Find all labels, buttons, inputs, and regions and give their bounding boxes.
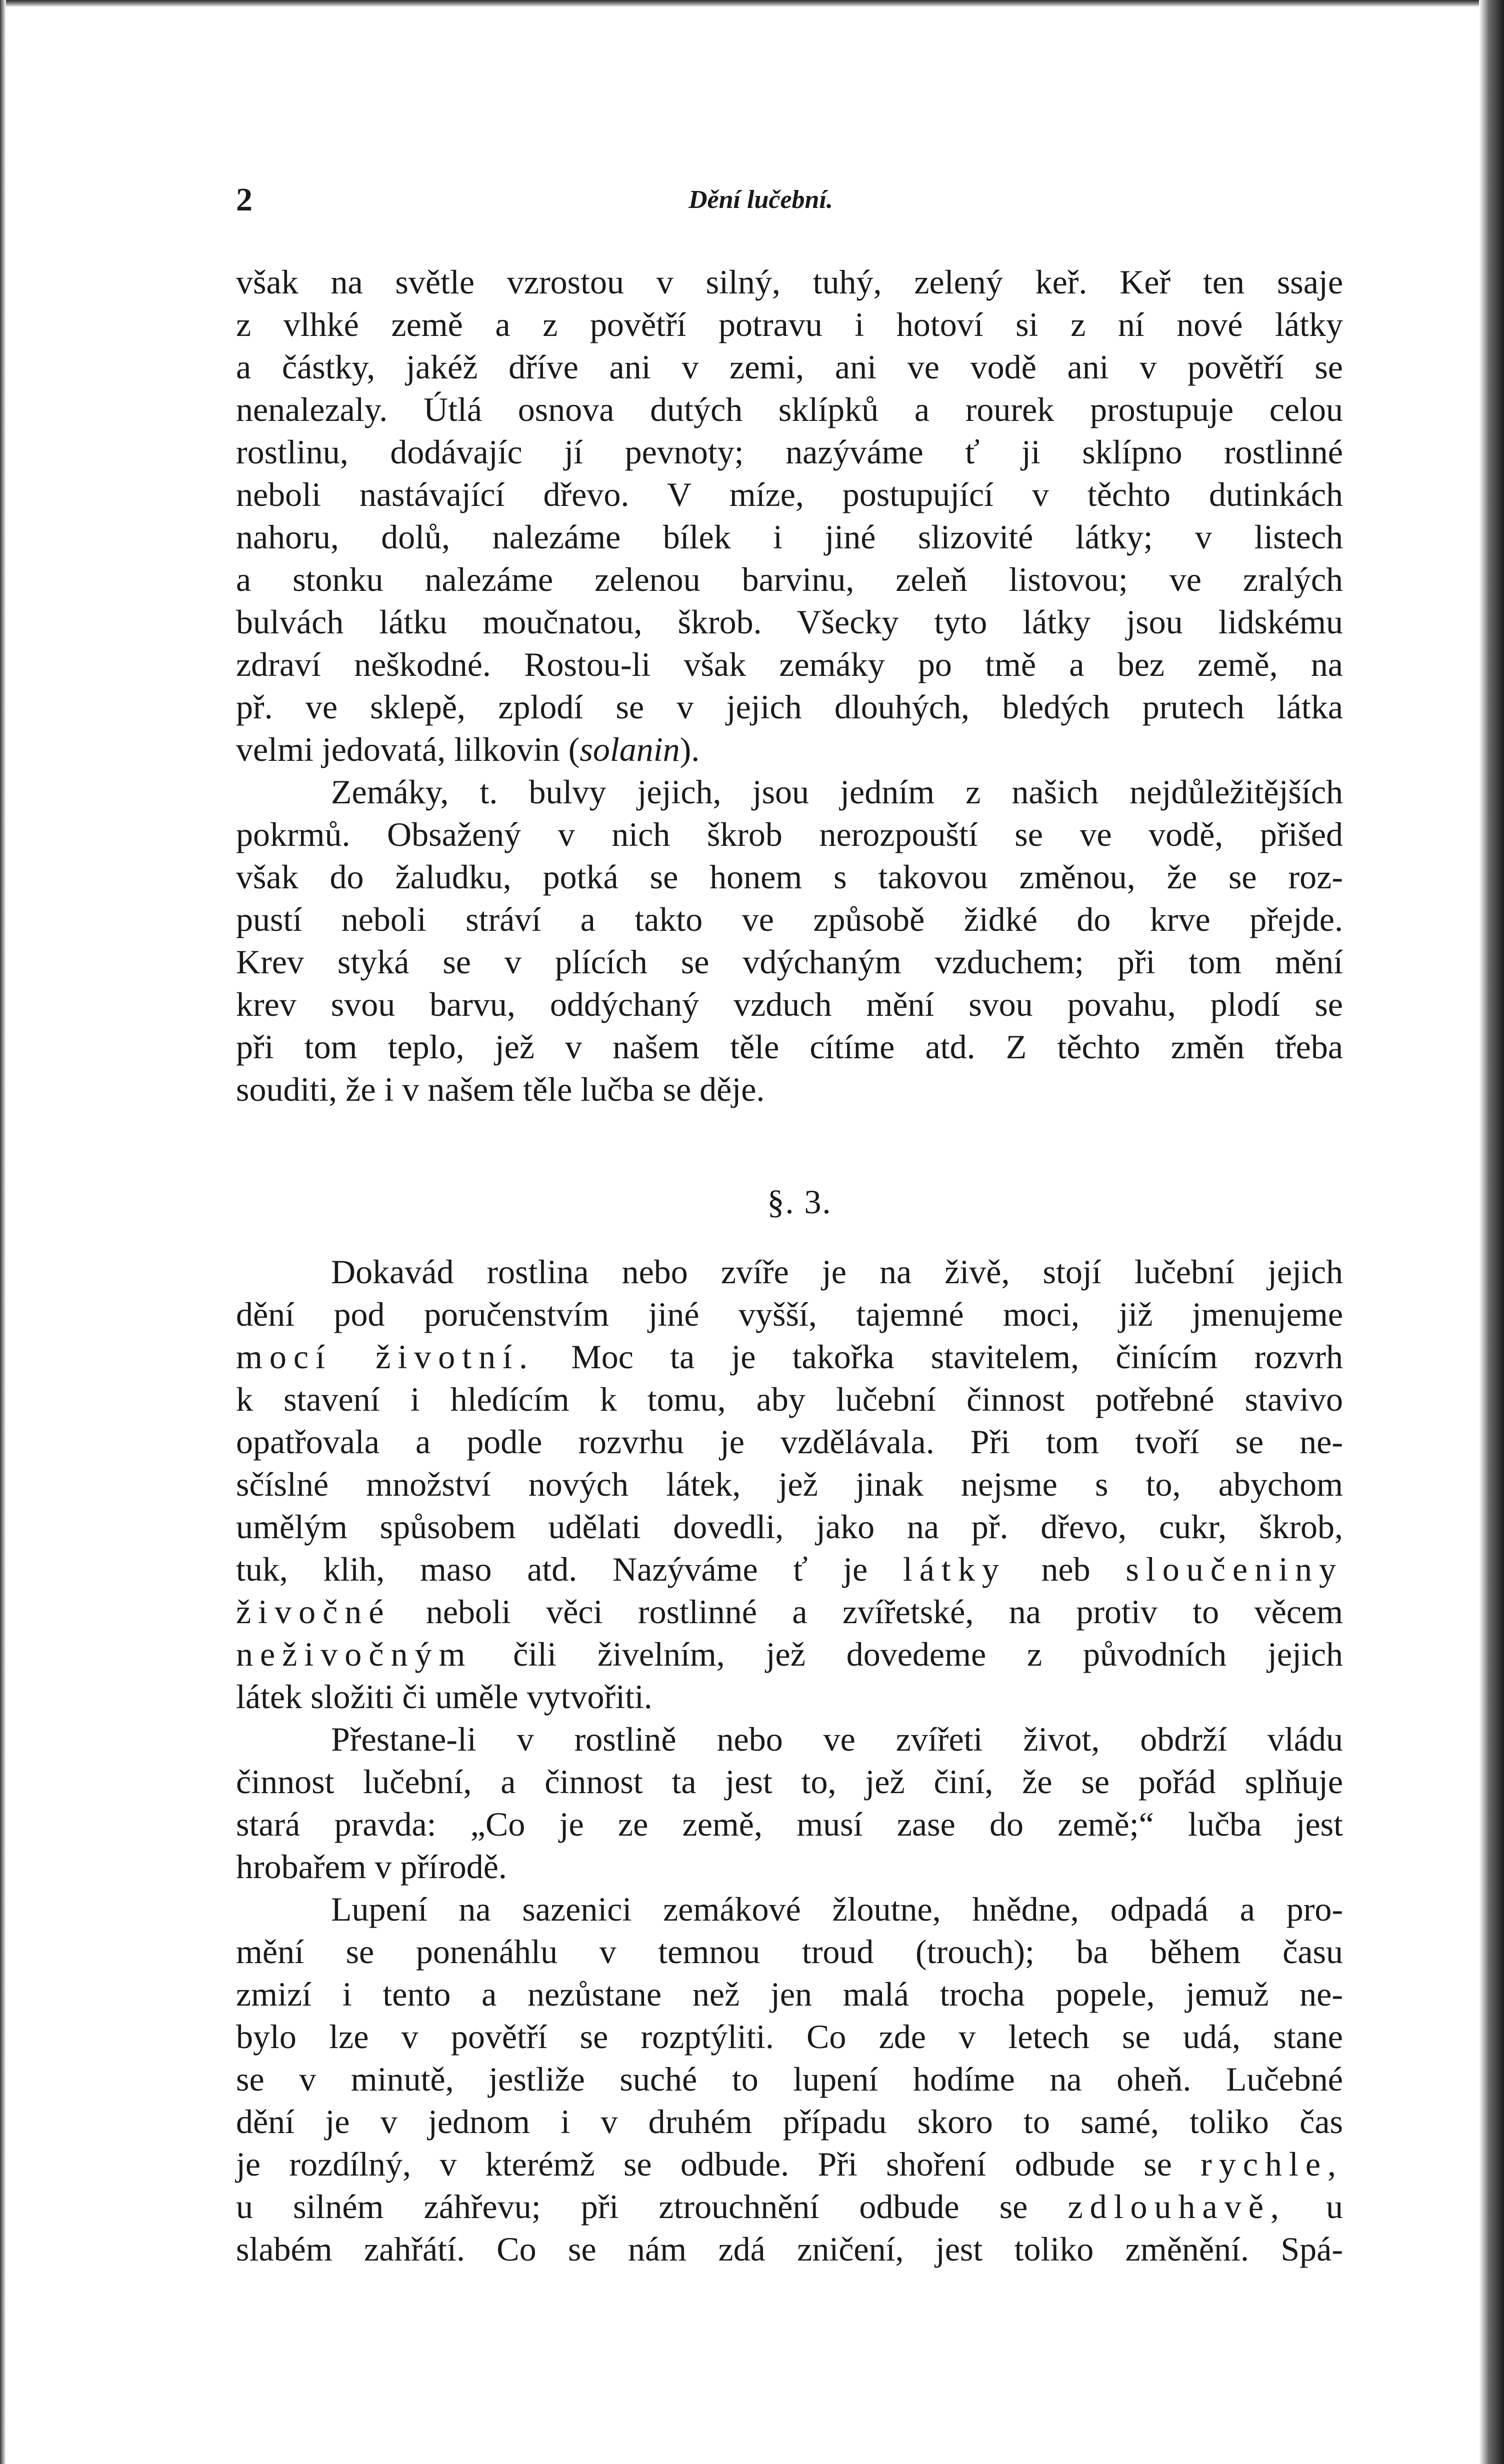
text-line (236, 1591, 1343, 1633)
spaced-term: látky (902, 1550, 1006, 1588)
spaced-term: rychle, (1200, 2145, 1343, 2183)
paragraph-1 (236, 261, 1343, 771)
text-line: hrobařem v přírodě. (236, 1848, 507, 1886)
text-fragment: je rozdílný, v kterémž se odbude. Při shoření odbude se (236, 2145, 1201, 2183)
text-line: bulvách látku moučnatou, škrob. Všecky tyto látky jsou lidskému (236, 603, 1343, 641)
text-line: Dokavád rostlina nebo zvíře je na živě, stojí lučební jejich (331, 1253, 1343, 1291)
paragraph-4 (236, 1718, 1343, 1888)
spaced-term: živočné (236, 1593, 391, 1631)
text-line (236, 1548, 1343, 1591)
text-line: zmizí i tento a nezůstane než jen malá trocha popele, jemuž ne- (236, 1975, 1343, 2013)
text-line: dění je v jednom i v druhém případu skoro to samé, toliko čas (236, 2103, 1343, 2141)
page-edge-top (0, 0, 1504, 7)
text-fragment: u silném záhřevu; při ztrouchnění odbude se (236, 2188, 1068, 2226)
text-fragment: Moc ta je takořka stavitelem, činícím rozvrh (534, 1338, 1343, 1376)
spaced-term: zdlouhavě, (1068, 2188, 1286, 2226)
paragraph-2 (236, 771, 1343, 1111)
paragraph-3 (236, 1251, 1343, 1718)
text-line: souditi, že i v našem těle lučba se děje. (236, 1070, 765, 1108)
text-fragment: tuk, klih, maso atd. Nazýváme ť je (236, 1550, 903, 1588)
paragraph-5 (236, 1888, 1343, 2271)
text-line: Přestane-li v rostlině nebo ve zvířeti život, obdrží vládu (331, 1720, 1343, 1758)
text-line: látek složiti či uměle vytvořiti. (236, 1678, 652, 1716)
page-edge-right (1479, 0, 1504, 2464)
text-fragment: čili živelním, jež dovedeme z původních jejich (472, 1635, 1343, 1673)
text-fragment: neb (1006, 1550, 1126, 1588)
text-line (236, 1633, 1343, 1676)
text-line: rostlinu, dodávajíc jí pevnoty; nazýváme ť ji sklípno rostlinné (236, 433, 1343, 471)
spaced-term: sloučeniny (1126, 1550, 1343, 1588)
text-line: a stonku nalezáme zelenou barvinu, zeleň listovou; ve zralých (236, 560, 1343, 598)
spaced-term: neživočným (236, 1635, 472, 1673)
text-line: však do žaludku, potká se honem s takovou změnou, že se roz- (236, 858, 1343, 896)
body-text (236, 261, 1343, 2271)
text-line: k stavení i hledícím k tomu, aby lučební činnost potřebné stavivo (236, 1380, 1343, 1418)
text-line (236, 728, 1343, 771)
text-line: nenalezaly. Útlá osnova dutých sklípků a rourek prostupuje celou (236, 390, 1343, 428)
page-edge-left (0, 0, 6, 2464)
text-line: se v minutě, jestliže suché to lupení hodíme na oheň. Lučebné (236, 2060, 1343, 2098)
text-line: a částky, jakéž dříve ani v zemi, ani ve vodě ani v povětří se (236, 348, 1343, 386)
text-line: př. ve sklepě, zplodí se v jejich dlouhých, bledých prutech látka (236, 688, 1343, 726)
text-line: slabém zahřátí. Co se nám zdá zničení, jest toliko změnění. Spá- (236, 2230, 1343, 2268)
text-line: umělým spůsobem udělati dovedli, jako na př. dřevo, cukr, škrob, (236, 1508, 1343, 1546)
text-line: však na světle vzrostou v silný, tuhý, zelený keř. Keř ten ssaje (236, 263, 1343, 301)
text-line: stará pravda: „Co je ze země, musí zase do země;“ lučba jest (236, 1805, 1343, 1843)
text-line (236, 1336, 1343, 1378)
text-line: při tom teplo, jež v našem těle cítíme atd. Z těchto změn třeba (236, 1028, 1343, 1066)
text-fragment: velmi jedovatá, lilkovin ( (236, 730, 580, 768)
text-line: Zemáky, t. bulvy jejich, jsou jedním z našich nejdůležitějších (331, 773, 1343, 811)
text-fragment: ). (680, 730, 700, 768)
text-line: pustí neboli stráví a takto ve způsobě židké do krve přejde. (236, 900, 1343, 938)
text-line (236, 2143, 1343, 2186)
text-line: opatřovala a podle rozvrhu je vzdělávala. Při tom tvoří se ne- (236, 1423, 1343, 1461)
text-fragment: neboli věci rostlinné a zvířetské, na protiv to věcem (390, 1593, 1343, 1631)
text-line: Krev styká se v plících se vdýchaným vzduchem; při tom mění (236, 943, 1343, 981)
text-line: činnost lučební, a činnost ta jest to, jež činí, že se pořád splňuje (236, 1763, 1343, 1801)
text-line: bylo lze v povětří se rozptýliti. Co zde v letech se udá, stane (236, 2018, 1343, 2056)
text-line: nahoru, dolů, nalezáme bílek i jiné slizovité látky; v listech (236, 518, 1343, 556)
section-heading: §. 3. (767, 1183, 832, 1221)
page-header (236, 181, 1336, 231)
text-fragment: u (1286, 2188, 1343, 2226)
page-number: 2 (236, 181, 253, 218)
text-line: Lupení na sazenici zemákové žloutne, hnědne, odpadá a pro- (331, 1890, 1343, 1928)
spaced-term: mocí životní. (236, 1338, 535, 1376)
text-line: neboli nastávající dřevo. V míze, postupující v těchto dutinkách (236, 475, 1343, 513)
text-line: z vlhké země a z povětří potravu i hotoví si z ní nové látky (236, 305, 1343, 343)
text-line (236, 2186, 1343, 2228)
italic-term-solanin: solanin (580, 730, 680, 768)
text-line: zdraví neškodné. Rostou-li však zemáky po tmě a bez země, na (236, 645, 1343, 683)
text-line: sčíslné množství nových látek, jež jinak nejsme s to, abychom (236, 1465, 1343, 1503)
text-line: krev svou barvu, oddýchaný vzduch mění svou povahu, plodí se (236, 985, 1343, 1023)
running-head: Dění lučební. (688, 185, 833, 214)
text-line: pokrmů. Obsažený v nich škrob nerozpouští se ve vodě, přišed (236, 815, 1343, 853)
text-line: dění pod poručenstvím jiné vyšší, tajemné moci, již jmenujeme (236, 1295, 1343, 1333)
text-line: mění se ponenáhlu v temnou troud (trouch); ba během času (236, 1933, 1343, 1971)
